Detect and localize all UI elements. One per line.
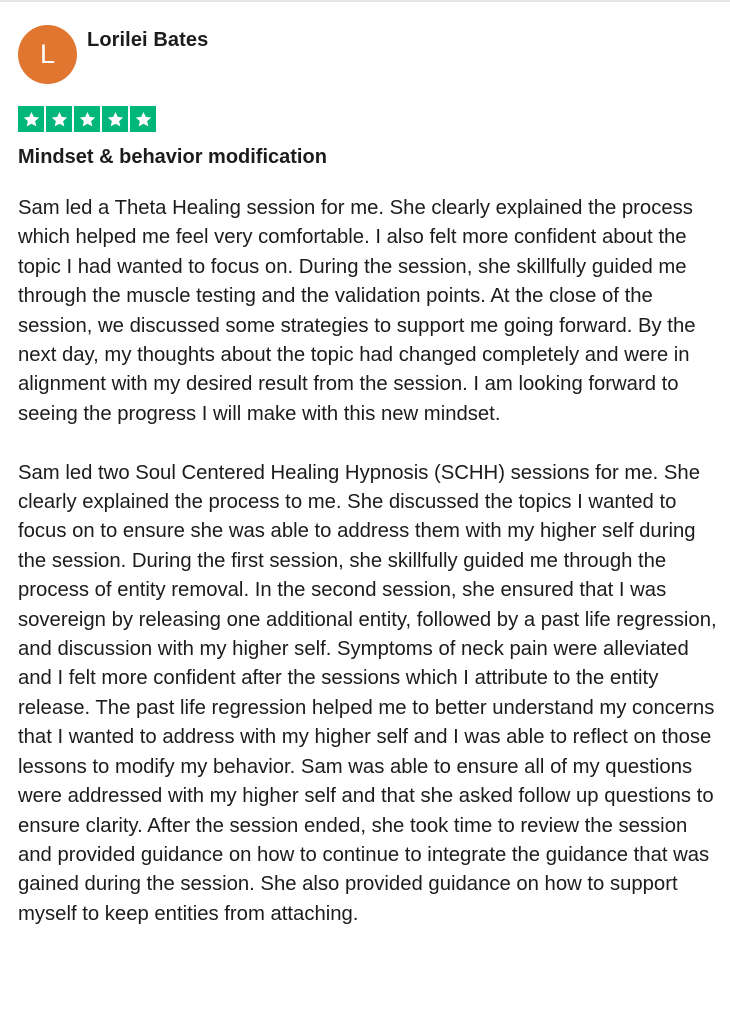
reviewer-name[interactable]: Lorilei Bates [87, 29, 209, 51]
review-header [18, 25, 208, 84]
avatar[interactable]: L [18, 25, 77, 84]
star-icon [18, 106, 44, 132]
review-paragraph: Sam led a Theta Healing session for me. She clearly explained the process which helped me feel very comfortable. I also felt more confident about the topic I had wanted to focus on. During the session, she skillfully guided me through the muscle testing and the validation points. At the close of the session, we discussed some strategies to support me going forward. By the next day, my thoughts about the topic had changed completely and were in alignment with my desired result from the session. I am looking forward to seeing the progress I will make with this new mindset. [18, 197, 696, 425]
star-icon [74, 106, 100, 132]
star-icon [130, 106, 156, 132]
review-body [18, 194, 718, 929]
review-paragraph: Sam led two Soul Centered Healing Hypnosis (SCHH) sessions for me. She clearly explained the process to me. She discussed the topics I wanted to focus on to ensure she was able to address them with my higher self during the session. During the first session, she skillfully guided me through the process of entity removal. In the second session, she ensured that I was sovereign by releasing one additional entity, followed by a past life regression, and discussion with my higher self. Symptoms of neck pain were alleviated and I felt more confident after the sessions which I attribute to the entity release. The past life regression helped me to better understand my concerns that I wanted to address with my higher self and I was able to reflect on those lessons to modify my behavior. Sam was able to ensure all of my questions were addressed with my higher self and that she asked follow up questions to ensure clarity. After the session ended, she took time to review the session and provided guidance on how to continue to integrate the guidance that was gained during the session. She also provided guidance on how to support myself to keep entities from attaching. [18, 461, 717, 925]
star-rating [18, 106, 156, 132]
star-icon [46, 106, 72, 132]
star-icon [102, 106, 128, 132]
review-title[interactable]: Mindset & behavior modification [18, 146, 327, 168]
